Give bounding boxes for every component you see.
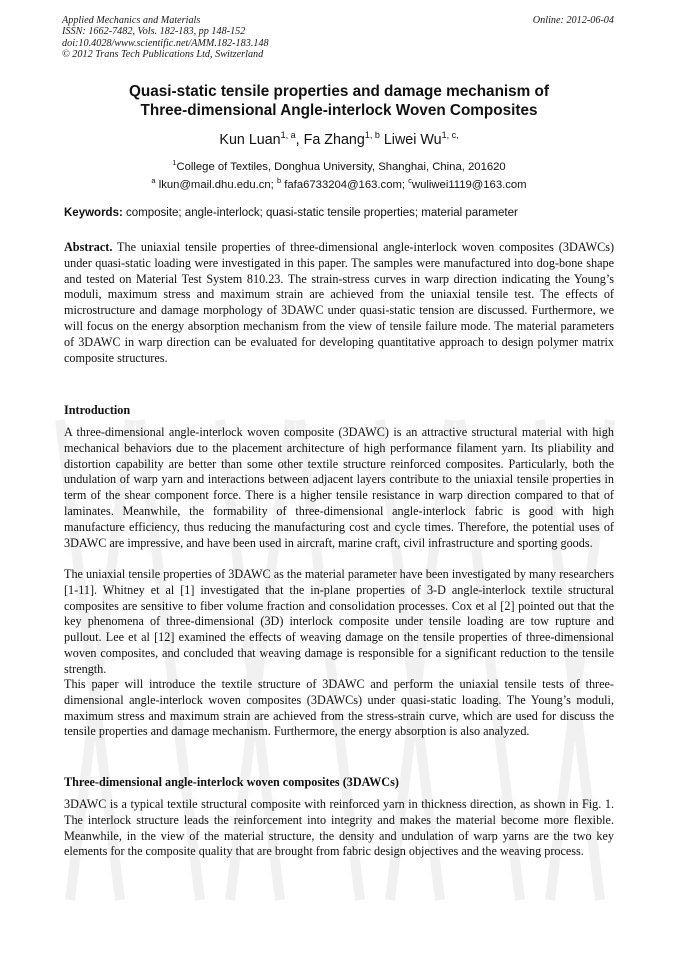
email-a: lkun@mail.dhu.edu.cn; [155, 179, 277, 192]
introduction-heading: Introduction [64, 403, 131, 417]
title-line-2: Three-dimensional Angle-interlock Woven Composites [140, 102, 538, 119]
author-name: Fa Zhang [303, 131, 365, 148]
keywords [64, 207, 624, 219]
issn-line: ISSN: 1662-7482, Vols. 182-183, pp 148-152 [62, 26, 246, 38]
email-c: wuliwei1119@163.com [411, 179, 527, 192]
affiliation-line [40, 156, 638, 174]
intro-paragraph-2: The uniaxial tensile properties of 3DAWC as the material parameter have been investigated by many researchers [1-11]. Whitney et al [1] investigated that the in-plane properties of 3-D angle-interlock textile structural composites are sensitive to fiber volume fraction and consolidation processes. Cox et al [2] pointed out that the key phenomena of three-dimensional (3D) interlock composite under tensile loading are tow rupture and pullout. Lee et al [12] examined the effects of weaving damage on the tensile properties of three-dimensional woven composites, and concluded that weaving damage is responsible for a significant reduction to the tensile strength. [64, 567, 614, 676]
author-name: Liwei Wu [383, 131, 442, 148]
author-affil-mark: 1, c, [441, 130, 459, 140]
intro-paragraph-1: A three-dimensional angle-interlock woven composite (3DAWC) is an attractive structural material with high mechanical behaviors due to the placement architecture of high performance filament yarn. Its pliability and distortion capability are better than some other textile structure reinforced composites. Particularly, both the undulation of warp yarn and interactions between adjacent layers contribute to the uniaxial tensile properties in term of the shear component force. There is a higher tensile resistance in warp direction compared to that of laminates. Meanwhile, the formability of three-dimensional angle-interlock fabric is good with high manufacture efficiency, thus reducing the manufacturing cost and cycle times. Therefore, the potential uses of 3DAWC are impressive, and have been used in aircraft, marine craft, civil infrastructure and sporting goods. [64, 425, 614, 550]
author-list [40, 130, 638, 148]
section-2-heading: Three-dimensional angle-interlock woven composites (3DAWCs) [64, 775, 399, 789]
affil-number: 1 [172, 158, 177, 167]
doi-line: doi:10.4028/www.scientific.net/AMM.182-183.148 [62, 37, 269, 49]
email-mark-c: c [408, 176, 412, 186]
online-date: Online: 2012-06-04 [532, 15, 614, 26]
email-line [40, 174, 638, 192]
author-affil-mark: 1, b [364, 130, 380, 140]
affiliation [40, 156, 638, 193]
email-b: fafa6733204@163.com; [281, 179, 409, 192]
copyright-line: © 2012 Trans Tech Publications Ltd, Switzerland [62, 49, 264, 61]
keywords-text: composite; angle-interlock; quasi-static tensile properties; material parameter [122, 207, 518, 219]
email-mark-b: b [276, 176, 282, 186]
intro-paragraph-3: This paper will introduce the textile structure of 3DAWC and perform the uniaxial tensile tests of three-dimensional angle-interlock woven composites (3DAWCs) under quasi-static loading. The Young’s moduli, maximum stress and maximum strain are achieved from the stress-strain curve, which are used for discuss the tensile properties and damage mechanism. Furthermore, the energy absorption is also analyzed. [64, 677, 614, 739]
affil-text: College of Textiles, Donghua University, Shanghai, China, 201620 [176, 160, 506, 173]
abstract [64, 240, 614, 366]
keywords-label: Keywords: [64, 207, 123, 219]
author-affil-mark: 1, a [280, 130, 296, 140]
section-2-paragraph-1: 3DAWC is a typical textile structural composite with reinforced yarn in thickness direction, as shown in Fig. 1. The interlock structure leads the reinforcement into integrity and makes the material become more flexible. Meanwhile, in the view of the material structure, the density and undulation of warp yarns are the two key elements for the composite quality that are brought from fabric design objectives and the weaving process. [64, 797, 614, 859]
author-separator: , [295, 131, 304, 148]
journal-name: Applied Mechanics and Materials [62, 15, 201, 26]
journal-meta [62, 15, 269, 61]
author-name: Kun Luan [219, 131, 281, 148]
abstract-label: Abstract. [64, 240, 113, 254]
email-mark-a: a [151, 176, 156, 186]
paper-title [40, 82, 638, 120]
title-line-1: Quasi-static tensile properties and damage mechanism of [129, 83, 549, 100]
abstract-text: The uniaxial tensile properties of three-dimensional angle-interlock woven composites (3DAWCs) under quasi-static loading were investigated in this paper. The samples were manufactured into dog-bone shape and tested on Material Test System 810.23. The strain-stress curves in warp direction indicating the Young’s moduli, maximum stress and maximum strain are achieved from the uniaxial tensile test. The effects of microstructure and damage morphology of 3DAWC under quasi-static tension are discussed. Furthermore, we will focus on the energy absorption mechanism from the view of tensile failure mode. The material parameters of 3DAWC in warp direction can be evaluated for developing quantitative approach to design polymer matrix composite structures. [64, 240, 614, 365]
